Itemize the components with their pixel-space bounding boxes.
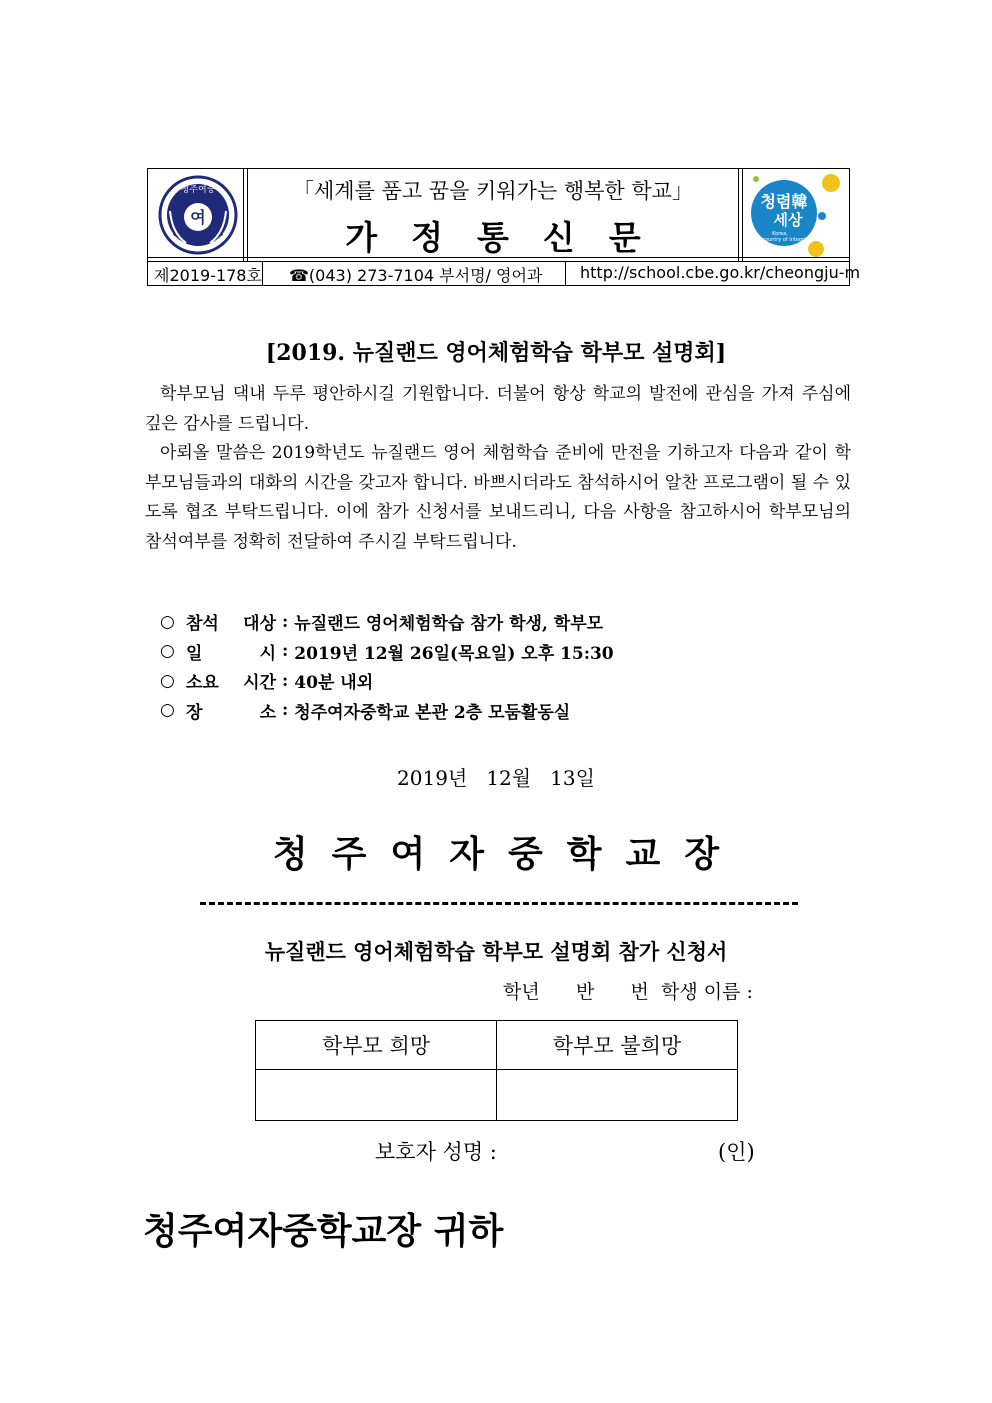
- attend-column-header: 학부모 희망: [256, 1021, 497, 1070]
- campaign-logo-line1: 청렴韓: [760, 192, 808, 211]
- document-title: [2019. 뉴질랜드 영어체험학습 학부모 설명회]: [265, 340, 727, 366]
- campaign-logo-sub1: Korea,: [772, 231, 788, 237]
- campaign-logo-cell: [738, 169, 849, 261]
- bullet-icon: ○: [160, 611, 175, 632]
- detail-row-duration: ○ 소요 시간 : 40분 내외: [160, 666, 614, 696]
- cut-line: [200, 902, 798, 905]
- bullet-icon: ○: [160, 700, 175, 721]
- bullet-icon: ○: [160, 641, 175, 662]
- detail-label: 일 시: [186, 643, 276, 664]
- newsletter-header: [147, 168, 861, 286]
- bullet-icon: ○: [160, 670, 175, 691]
- greeting-paragraph: 학부모님 댁내 두루 평안하시길 기원합니다. 더불어 항상 학교의 발전에 관심을 가져 주심에 깊은 감사를 드립니다.: [145, 384, 851, 434]
- addressee: 청주여자중학교장 귀하: [143, 1210, 504, 1252]
- school-logo-ring-text: 청주여중: [180, 185, 216, 195]
- event-details: [160, 607, 614, 725]
- detail-value: 뉴질랜드 영어체험학습 참가 학생, 학부모: [294, 614, 604, 635]
- notice-paragraph: 아뢰올 말씀은 2019학년도 뉴질랜드 영어 체험학습 준비에 만전을 기하고자 다음과 같이 학부모님들과의 대화의 시간을 갖고자 합니다. 바쁘시더라도 참석하시어 알찬 프로그램이 될 수 있도록 협조 부탁드립니다. 이에 참가 신청서를 보내드리니, 다음 사항을 참고하시어 학부모님의 참석여부를 정확히 전달하여 주시길 부탁드립니다.: [145, 443, 851, 552]
- header-info-row: [148, 261, 861, 285]
- detail-row-location: ○ 장 소 : 청주여자중학교 본관 2층 모둠활동실: [160, 696, 614, 726]
- student-info-line: 학년 반 번 학생 이름 :: [503, 981, 753, 1003]
- guardian-name-label: 보호자 성명 :: [375, 1140, 497, 1164]
- school-emblem-icon: [152, 171, 244, 259]
- school-logo-cell: [148, 169, 248, 261]
- not-attend-column-header: 학부모 불희망: [497, 1021, 738, 1070]
- detail-row-datetime: ○ 일 시 : 2019년 12월 26일(목요일) 오후 15:30: [160, 637, 614, 667]
- issue-date: 2019년 12월 13일: [397, 766, 595, 790]
- contact-phone: ☎(043) 273-7104 부서명/ 영어과: [289, 266, 543, 285]
- attend-check-cell[interactable]: [256, 1070, 497, 1121]
- school-website-link[interactable]: http://school.cbe.go.kr/cheongju-m: [580, 263, 861, 282]
- detail-row-attendees: ○ 참석 대상 : 뉴질랜드 영어체험학습 참가 학생, 학부모: [160, 607, 614, 637]
- issue-number: 제2019-178호: [154, 266, 262, 285]
- attendance-table: [255, 1020, 738, 1121]
- integrity-campaign-logo: [744, 169, 848, 259]
- newsletter-title: 가정통신문: [345, 218, 675, 257]
- detail-value: 40분 내외: [294, 673, 374, 694]
- school-slogan: 「세계를 품고 꿈을 키워가는 행복한 학교」: [293, 179, 693, 203]
- school-logo-text: 여: [190, 208, 206, 227]
- campaign-logo-line2: 세상: [773, 211, 803, 229]
- campaign-logo-sub2: a country of integrity: [757, 237, 811, 243]
- detail-value: 청주여자중학교 본관 2층 모둠활동실: [294, 702, 571, 723]
- detail-label: 참석 대상: [186, 614, 276, 635]
- not-attend-check-cell[interactable]: [497, 1070, 738, 1121]
- seal-mark: (인): [718, 1140, 755, 1164]
- application-form-title: 뉴질랜드 영어체험학습 학부모 설명회 참가 신청서: [264, 939, 728, 964]
- principal-signature: 청주여자중학교장: [272, 833, 744, 875]
- detail-value: 2019년 12월 26일(목요일) 오후 15:30: [294, 643, 614, 664]
- detail-label: 소요 시간: [186, 673, 276, 694]
- header-title-cell: [248, 169, 738, 261]
- detail-label: 장 소: [186, 702, 276, 723]
